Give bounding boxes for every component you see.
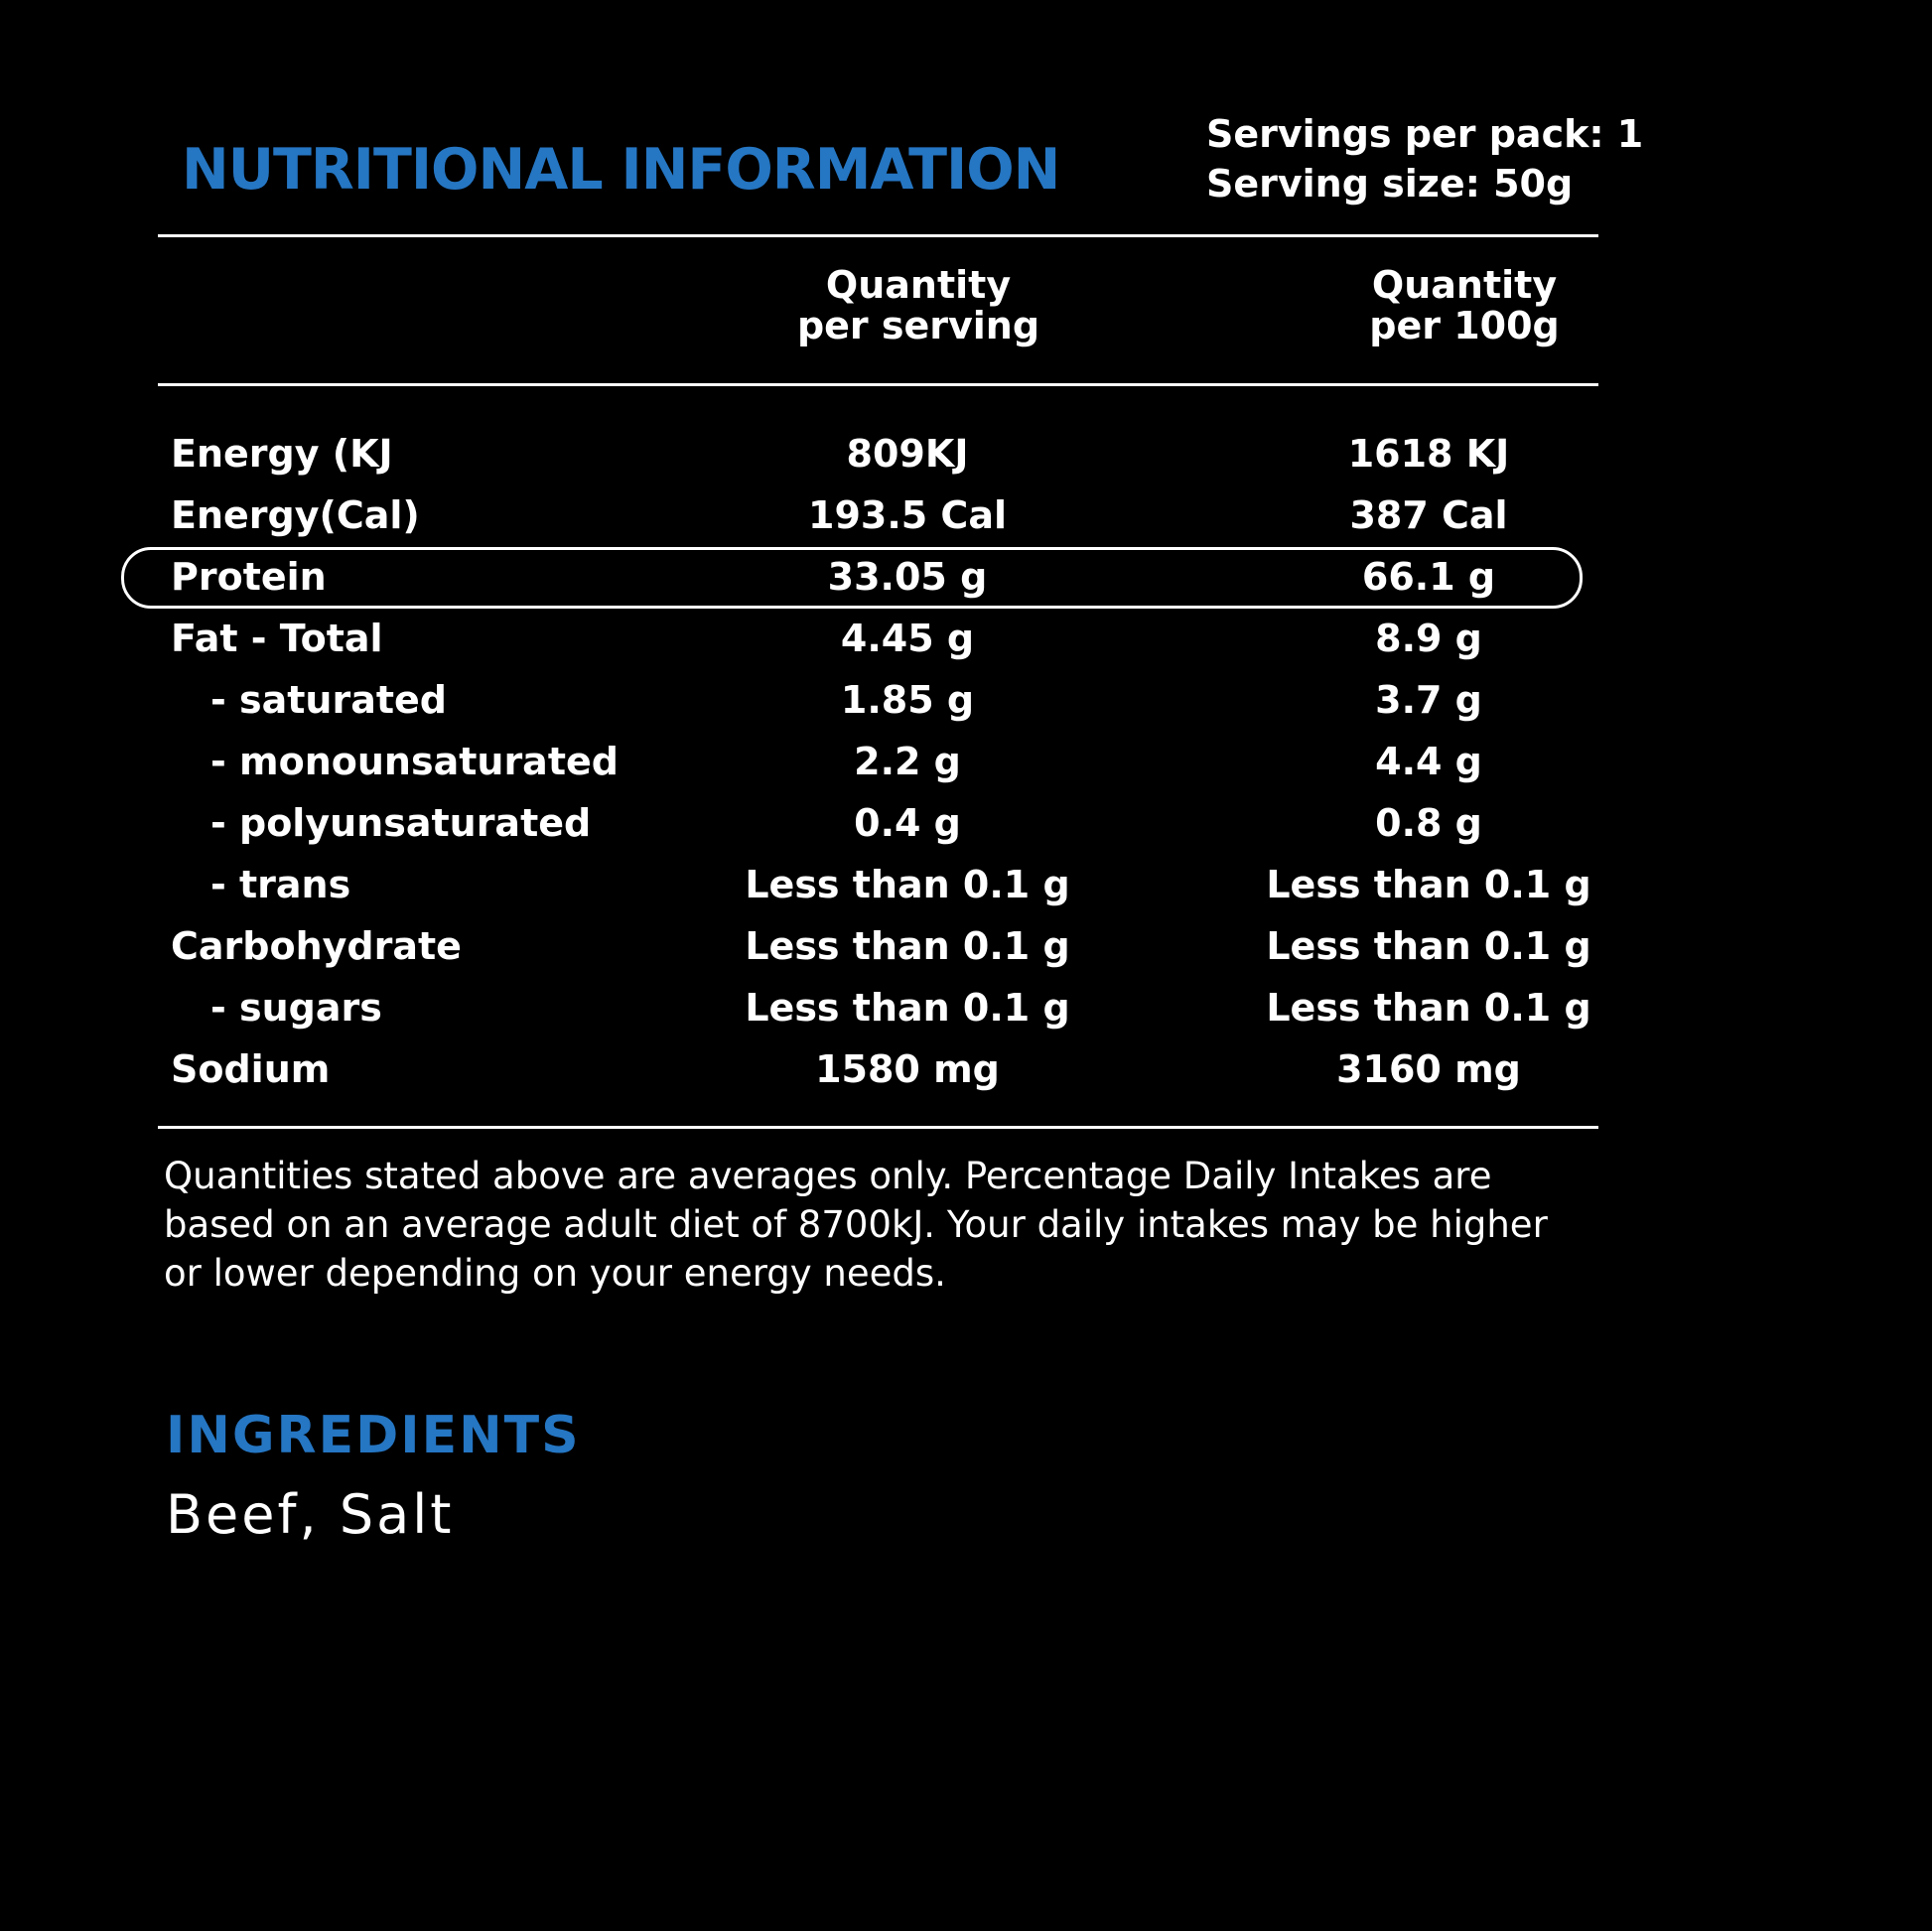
row-value-per-serving: 2.2 g	[854, 740, 961, 783]
footnote-line: Quantities stated above are averages only. Percentage Daily Intakes are	[164, 1155, 1492, 1197]
row-label: - polyunsaturated	[210, 801, 592, 845]
table-row	[0, 607, 1932, 668]
row-label: - saturated	[210, 678, 448, 722]
row-value-per-serving: Less than 0.1 g	[745, 924, 1070, 968]
row-label: - monounsaturated	[210, 740, 619, 783]
row-value-per-100g: 387 Cal	[1349, 493, 1508, 537]
table-row	[0, 853, 1932, 914]
row-value-per-100g: 1618 KJ	[1347, 432, 1510, 476]
column-header-per-serving: Quantity per serving	[796, 263, 1040, 347]
table-row	[0, 1037, 1932, 1099]
row-value-per-serving: Less than 0.1 g	[745, 863, 1070, 906]
row-value-per-100g: 8.9 g	[1375, 617, 1482, 660]
page-title: NUTRITIONAL INFORMATION	[182, 137, 1060, 203]
ingredients-title: INGREDIENTS	[166, 1406, 581, 1465]
row-label: Protein	[171, 555, 327, 599]
table-row	[0, 914, 1932, 976]
servings-info	[1206, 109, 1643, 208]
table-row	[0, 791, 1932, 853]
row-label: Fat - Total	[171, 617, 383, 660]
row-label: - sugars	[210, 986, 382, 1030]
table-row	[0, 545, 1932, 607]
row-value-per-serving: 1580 mg	[815, 1047, 1000, 1091]
footnote	[164, 1152, 1603, 1298]
row-value-per-100g: 0.8 g	[1375, 801, 1482, 845]
table-row	[0, 668, 1932, 730]
row-value-per-100g: Less than 0.1 g	[1266, 924, 1591, 968]
row-value-per-serving: 4.45 g	[840, 617, 975, 660]
table-row	[0, 483, 1932, 545]
row-value-per-serving: 33.05 g	[827, 555, 988, 599]
table-row	[0, 976, 1932, 1037]
footnote-line: based on an average adult diet of 8700kJ. Your daily intakes may be higher	[164, 1203, 1548, 1246]
row-value-per-100g: 66.1 g	[1361, 555, 1496, 599]
divider-top	[158, 234, 1598, 237]
footnote-line: or lower depending on your energy needs.	[164, 1252, 946, 1295]
row-value-per-serving: Less than 0.1 g	[745, 986, 1070, 1030]
row-value-per-serving: 193.5 Cal	[808, 493, 1007, 537]
servings-per-pack: Servings per pack: 1	[1206, 112, 1644, 156]
ingredients-text: Beef, Salt	[166, 1483, 455, 1546]
row-label: Energy (KJ	[171, 432, 393, 476]
row-label: - trans	[210, 863, 351, 906]
row-label: Sodium	[171, 1047, 331, 1091]
serving-size: Serving size: 50g	[1206, 162, 1574, 206]
row-value-per-serving: 809KJ	[846, 432, 969, 476]
row-value-per-100g: 3160 mg	[1336, 1047, 1521, 1091]
row-value-per-100g: Less than 0.1 g	[1266, 863, 1591, 906]
table-row	[0, 422, 1932, 483]
row-value-per-100g: 4.4 g	[1375, 740, 1482, 783]
row-value-per-100g: Less than 0.1 g	[1266, 986, 1591, 1030]
table-row	[0, 730, 1932, 791]
row-value-per-100g: 3.7 g	[1375, 678, 1482, 722]
row-value-per-serving: 0.4 g	[854, 801, 961, 845]
row-value-per-serving: 1.85 g	[840, 678, 975, 722]
divider-header	[158, 383, 1598, 386]
row-label: Energy(Cal)	[171, 493, 420, 537]
column-header-per-100g: Quantity per 100g	[1369, 263, 1560, 347]
divider-bottom	[158, 1126, 1598, 1129]
row-label: Carbohydrate	[171, 924, 462, 968]
